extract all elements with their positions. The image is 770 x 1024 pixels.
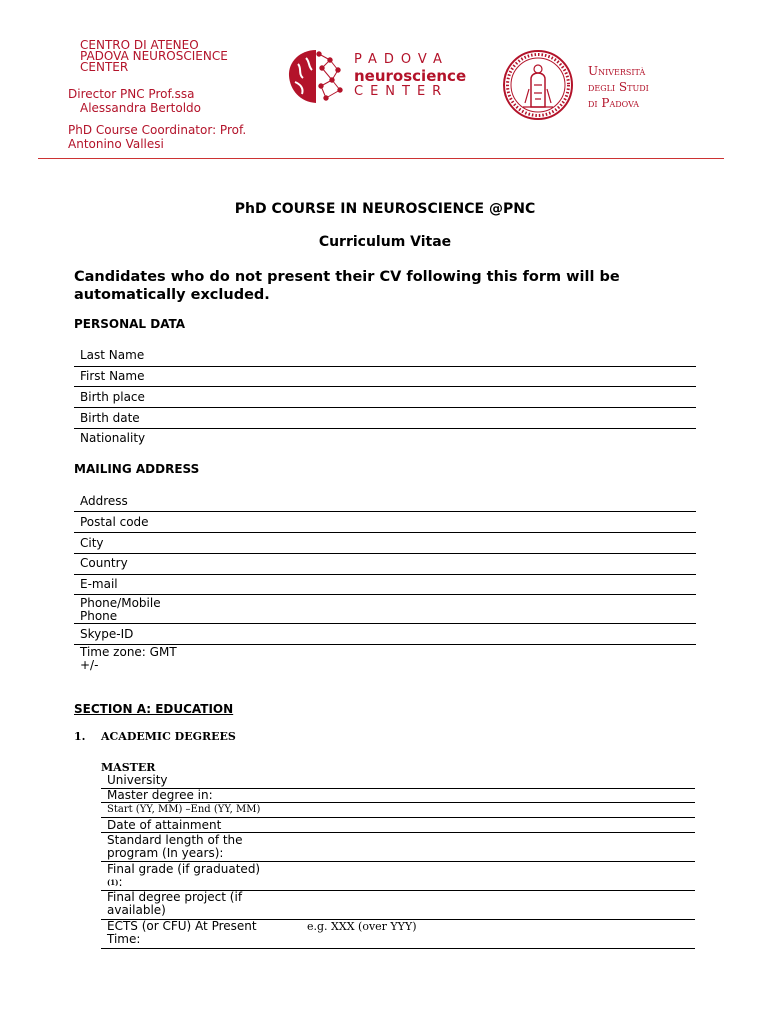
- coordinator-line-1: PhD Course Coordinator: Prof.: [68, 123, 247, 137]
- coordinator-info: [68, 123, 246, 151]
- director-line-1: Director PNC Prof.ssa: [68, 87, 195, 101]
- address-field[interactable]: [74, 511, 696, 512]
- postal-code-field[interactable]: [74, 532, 696, 533]
- pnc-logo-line-2: neuroscience: [354, 67, 467, 85]
- ects-example: e.g. XXX (over YYY): [307, 920, 417, 933]
- pnc-logo-line-3: CENTER: [354, 84, 449, 99]
- final-grade-label: [107, 863, 260, 889]
- city-label: City: [80, 536, 104, 550]
- address-label: Address: [80, 494, 128, 508]
- mailing-address-heading: MAILING ADDRESS: [74, 462, 200, 476]
- academic-degrees-heading: [74, 730, 236, 743]
- director-line-2: Alessandra Bertoldo: [80, 101, 201, 115]
- last-name-field[interactable]: [74, 366, 696, 367]
- final-grade-colon: :: [118, 875, 123, 889]
- course-title: PhD COURSE IN NEUROSCIENCE @PNC: [234, 201, 536, 217]
- director-info: [68, 87, 201, 115]
- university-line-1: Università: [588, 64, 646, 78]
- final-grade-text: Final grade (if graduated): [107, 862, 261, 876]
- birth-date-field[interactable]: [74, 428, 696, 429]
- master-degree-field[interactable]: [101, 802, 695, 803]
- academic-degrees-number: 1.: [74, 730, 86, 743]
- section-a-heading: SECTION A: EDUCATION: [74, 702, 234, 716]
- exclusion-warning: Candidates who do not present their CV following this form will be automatically excluded.: [74, 269, 620, 303]
- email-field[interactable]: [74, 594, 696, 595]
- university-label: University: [107, 773, 168, 787]
- city-field[interactable]: [74, 553, 696, 554]
- birth-place-field[interactable]: [74, 407, 696, 408]
- time-zone-label: Time zone: GMT +/-: [80, 645, 177, 672]
- university-seal-icon: [498, 49, 578, 121]
- last-name-label: Last Name: [80, 348, 145, 362]
- document-title: Curriculum Vitae: [318, 234, 452, 250]
- master-heading: MASTER: [101, 761, 156, 774]
- email-label: E-mail: [80, 577, 118, 591]
- phone-label: Phone/Mobile Phone: [80, 596, 161, 623]
- skype-label: Skype-ID: [80, 627, 134, 641]
- final-project-label: Final degree project (if available): [107, 890, 243, 917]
- academic-degrees-title: ACADEMIC DEGREES: [101, 730, 236, 743]
- first-name-label: First Name: [80, 369, 145, 383]
- phone-field[interactable]: [74, 623, 696, 624]
- birth-place-label: Birth place: [80, 390, 145, 404]
- university-name: [588, 63, 649, 111]
- centre-line-1: CENTRO DI ATENEO: [80, 38, 199, 52]
- master-degree-label: Master degree in:: [107, 788, 213, 802]
- first-name-field[interactable]: [74, 386, 696, 387]
- ects-label: ECTS (or CFU) At Present Time:: [107, 919, 257, 946]
- postal-code-label: Postal code: [80, 515, 149, 529]
- footnote-marker: (1): [107, 878, 119, 887]
- program-length-label: Standard length of the program (In years):: [107, 833, 243, 860]
- coordinator-line-2: Antonino Vallesi: [68, 137, 164, 151]
- nationality-label: Nationality: [80, 431, 146, 445]
- centre-name: [80, 40, 228, 73]
- header-divider-left: [38, 158, 466, 159]
- country-label: Country: [80, 556, 128, 570]
- university-line-3: di Padova: [588, 96, 640, 110]
- personal-data-heading: PERSONAL DATA: [74, 317, 186, 331]
- centre-line-3: CENTER: [80, 60, 129, 74]
- header-divider-right: [466, 158, 724, 159]
- university-line-2: degli Studi: [588, 80, 649, 94]
- attainment-date-label: Date of attainment: [107, 818, 222, 832]
- pnc-logo-text: [354, 52, 466, 100]
- dates-label: Start (YY, MM) –End (YY, MM): [107, 804, 261, 815]
- country-field[interactable]: [74, 574, 696, 575]
- centre-line-2: PADOVA NEUROSCIENCE: [80, 49, 228, 63]
- pnc-logo-line-1: PADOVA: [354, 52, 449, 67]
- ects-field[interactable]: [101, 948, 695, 949]
- birth-date-label: Birth date: [80, 411, 140, 425]
